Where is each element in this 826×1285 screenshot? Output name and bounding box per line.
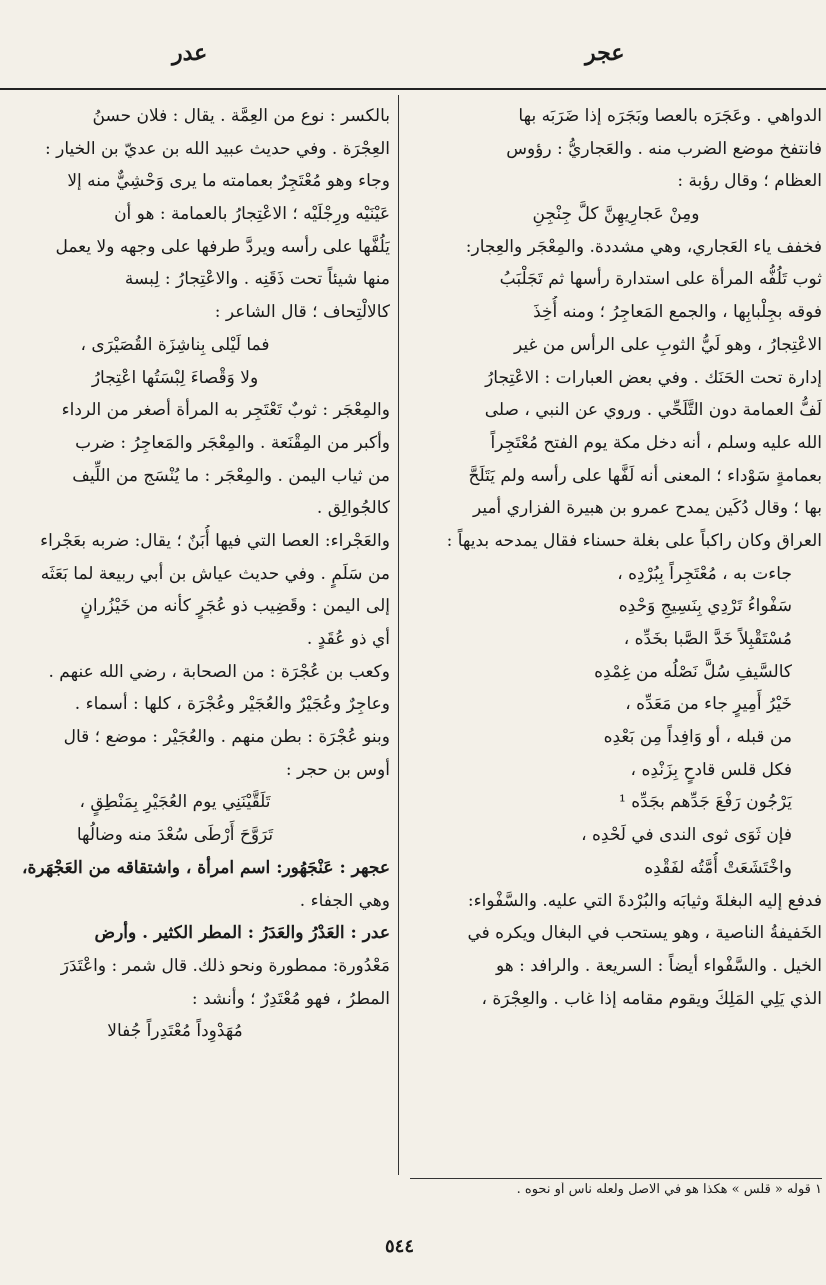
text-line: الاعْتِجارُ ، وهو لَيُّ الثوبِ على الرأس من غير: [513, 334, 822, 355]
text-line: إدارة تحت الحَنَك . وفي بعض العبارات : الاعْتِجارُ: [485, 367, 822, 388]
text-line: ومِنْ عَجارِيهِنَّ كلَّ جِنْجِنِ: [532, 204, 700, 225]
text-line: تَرَوَّحَ أَرْطَى سُعْدَ منه وضالُها: [76, 825, 274, 846]
text-line: وهي الجفاء .: [299, 890, 390, 911]
text-line: من ثياب اليمن . والمِعْجَر : ما يُنْسَج من اللِّيف: [72, 465, 390, 486]
text-line: وعاجِرٌ وعُجَيْرٌ والعُجَيْر وعُجْرَة ، كلها : أسماء .: [74, 694, 390, 715]
text-line: والمِعْجَر : ثوبٌ تَعْتَجِر به المرأة أصغر من الرداء: [61, 400, 390, 421]
text-line: بها ؛ وقال دُكَين يمدح عمرو بن هبيرة الفزاري أمير: [472, 498, 822, 519]
left-column: [0, 100, 390, 1048]
header-rule: [0, 88, 826, 90]
page-number: ٥٤٤: [385, 1236, 415, 1257]
text-line: جاءت به ، مُعْتَجِراً بِبُرْدِه ،: [617, 563, 792, 584]
text-line: بالكسر : نوع من العِمَّة . يقال : فلان حسنُ: [92, 106, 390, 126]
text-line: فخفف ياء العَجاري، وهي مشددة. والمِعْجَر والعِجار:: [465, 236, 822, 257]
right-column: [410, 100, 822, 1015]
text-line: من قبله ، أو وَافِداً مِن بَعْدِه: [603, 727, 792, 748]
text-line: عدر : العَدْرُ والعَدَرُ : المطر الكثير . وأرض: [94, 923, 390, 944]
header-root-left: عدر: [172, 40, 208, 66]
footnote: ١ قوله « قلس » هكذا هو في الاصل ولعله ناس أو نحوه .: [516, 1182, 822, 1197]
text-line: سَفْواءُ تَرْدِي بِنَسِيجِ وَحْدِه: [618, 596, 792, 617]
text-line: فما لَيْلى بِناشِزَة القُصَيْرَى ،: [80, 334, 270, 355]
text-line: كالسَّيفِ سُلَّ نَصْلُه من غِمْدِه: [594, 661, 792, 682]
text-line: العظام ؛ وقال رؤبة :: [677, 171, 822, 192]
text-line: بعمامةٍ سَوْداء ؛ المعنى أنه لَفَّها على رأسه ولم يَتَلَحَّ: [468, 465, 822, 486]
text-line: أي ذو عُقَدٍ .: [306, 629, 390, 649]
text-line: ثوب تَلُفُّه المرأة على استدارة رأسها ثم تَجَلْبَبُ: [499, 269, 822, 290]
text-line: إلى اليمن : وقَضِيب ذو عُجَرٍ كأنه من خَيْزُرانٍ: [80, 596, 390, 617]
text-line: والعَجْراء: العصا التي فيها أُبَنٌ ؛ يقال: ضربه بعَجْراء: [40, 530, 390, 551]
text-line: فوقه بجِلْبابِها ، والجمع المَعاجِرُ ؛ ومنه أُخِذَ: [533, 302, 822, 323]
text-line: المطرُ ، فهو مُعْتَدِرٌ ؛ وأنشد :: [191, 988, 390, 1009]
text-line: عجهر : عَنْجَهُور: اسم امرأة ، واشتقاقه من العَجْهَرة،: [22, 857, 390, 878]
text-line: العراق وكان راكباً على بغلة حسناء فقال يمدحه بديهاً :: [446, 530, 822, 551]
text-line: الدواهي . وعَجَرَه بالعصا وبَجَرَه إذا ضَرَبَه بها: [518, 106, 822, 126]
header-root-right: عجر: [585, 40, 625, 66]
text-line: فدفع إليه البغلةَ وثيابَه والبُرْدةَ التي عليه. والسَّفْواء:: [467, 890, 822, 911]
text-line: مُسْتَقْبِلاً خَدَّ الصَّبا بخَدِّه ،: [623, 629, 792, 649]
text-line: الذي يَلِي المَلِكَ ويقوم مقامه إذا غاب . والعِجْرَة ،: [481, 988, 822, 1009]
text-line: ولا وَقْصاءَ لِبْسَتُها اعْتِجارُ: [91, 367, 259, 388]
text-line: العِجْرَة . وفي حديث عبيد الله بن عديّ بن الخيار :: [45, 138, 390, 159]
text-line: يَلُفَّها على رأسه ويردَّ طرفها على وجهه ولا يعمل: [55, 236, 390, 257]
text-line: واخْتَشَعَتْ أُمَّتُه لفَقْدِه: [644, 857, 792, 878]
text-line: مَعْدُورة: ممطورة ونحو ذلك. قال شمر : واعْتَدَرَ: [60, 955, 390, 976]
text-line: يَرْجُون رَفْعَ جَدِّهم بجَدِّه ¹: [619, 792, 792, 813]
text-line: وكعب بن عُجْرَة : من الصحابة ، رضي الله عنهم .: [48, 661, 390, 682]
text-line: فكل قلس قادحٍ بِزَنْدِه ،: [630, 759, 792, 780]
text-line: وأكبر من المِقْنَعة . والمِعْجَر والمَعاجِرُ : ضرب: [75, 432, 390, 453]
text-line: مُهَدْوِداً مُعْتَدِراً جُفالا: [107, 1021, 243, 1042]
text-line: الله عليه وسلم ، أنه دخل مكة يوم الفتح مُعْتَجِراً: [490, 432, 822, 453]
text-line: عَيْنَيْه ورِجْلَيْه ؛ الاعْتِجارُ بالعمامة : هو أن: [114, 204, 390, 225]
text-line: الخَفيفةُ الناصية ، وهو يستحب في البغال ويكره في: [467, 923, 822, 944]
text-line: لَفُّ العمامة دون التَّلَحِّي . وروي عن النبي ، صلى: [484, 400, 822, 421]
text-line: منها شيئاً تحت ذَقَنِه . والاعْتِجارُ : لِبسة: [124, 269, 390, 290]
text-line: خَيْرُ أَمِيرٍ جاء من مَعَدِّه ،: [625, 694, 792, 715]
text-line: الخيل . والسَّفْواء أيضاً : السريعة . والرافد : هو: [495, 955, 822, 976]
text-line: كالجُوالِق .: [316, 498, 390, 519]
text-line: أوس بن حجر :: [285, 759, 390, 780]
text-line: وبنو عُجْرَة : بطن منهم . والعُجَيْر : موضع ؛ قال: [63, 727, 390, 748]
text-line: تَلَقَّيْنَنِي يوم العُجَيْرِ بِمَنْطِقٍ ،: [79, 792, 271, 813]
text-line: فانتفخ موضع الضرب منه . والعَجاريُّ : رؤوس: [506, 138, 822, 159]
text-line: فإن ثَوَى ثوى الندى في لَحْدِه ،: [581, 825, 792, 846]
text-line: كالالْتِحاف ؛ قال الشاعر :: [214, 302, 390, 323]
text-line: وجاء وهو مُعْتَجِرٌ بعمامته ما يرى وَحْشِيٌّ منه إلا: [67, 171, 390, 192]
text-line: من سَلَمٍ . وفي حديث عياش بن أبي ربيعة لما بَعَثَه: [40, 563, 390, 584]
footnote-rule: [410, 1178, 822, 1179]
column-divider: [398, 95, 399, 1175]
